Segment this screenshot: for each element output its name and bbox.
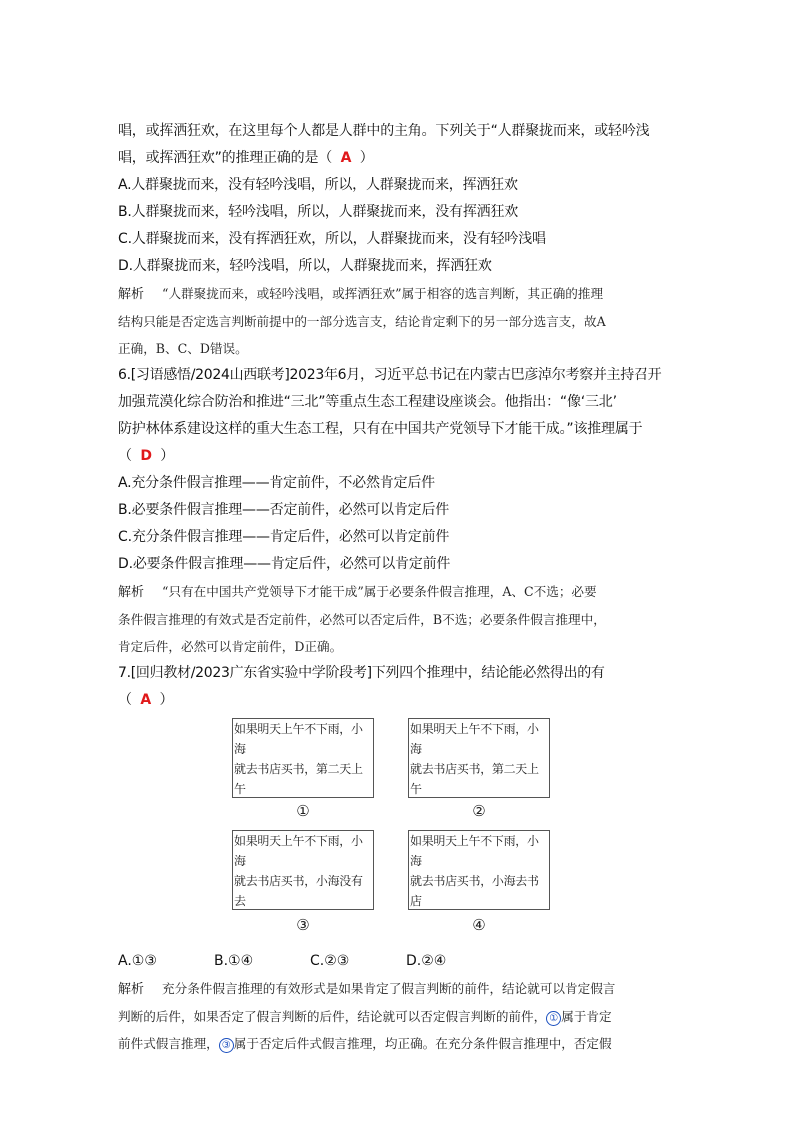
q6-stem-line-1: 6.[习语感悟/2024山西联考]2023年6月，习近平总书记在内蒙古巴彦淖尔考察并主持召开 <box>118 367 662 383</box>
q7-explanation-text-2: 判断的后件，如果否定了假言判断的后件，结论就可以否定假言判断的前件， <box>118 1009 547 1024</box>
q5-option-a: A.人群聚拢而来，没有轻吟浅唱，所以，人群聚拢而来，挥洒狂欢 <box>118 177 518 193</box>
q6-explanation-tag: 解析 <box>118 585 145 600</box>
q7-option-a: A.①③ <box>118 953 157 969</box>
q7-reasoning-boxes <box>118 718 678 948</box>
q7-explanation-text: 充分条件假言推理的有效形式是如果肯定了假言判断的前件，结论就可以肯定假言 <box>162 981 616 996</box>
q5-option-c: C.人群聚拢而来，没有挥洒狂欢，所以，人群聚拢而来，没有轻吟浅唱 <box>118 231 546 247</box>
q6-explanation-line-1 <box>118 578 678 606</box>
q7-box-2 <box>408 718 550 798</box>
q6-stem-line-2: 加强荒漠化综合防治和推进“三北”等重点生态工程建设座谈会。他指出：“像‘三北’ <box>118 394 617 410</box>
q7-explanation-tag: 解析 <box>118 982 145 997</box>
q5-option-d: D.人群聚拢而来，轻吟浅唱，所以，人群聚拢而来，挥洒狂欢 <box>118 258 492 274</box>
q7-box-2-line: 如果明天上午不下雨，小海 <box>410 722 539 756</box>
q7-box-4-label: ④ <box>472 916 486 934</box>
q7-box-3-line: 如果明天上午不下雨，小海 <box>234 834 363 868</box>
q5-stem-line-2 <box>118 145 678 172</box>
q7-explanation-line-1 <box>118 975 678 1003</box>
q7-stem-line-1: 7.[回归教材/2023广东省实验中学阶段考]下列四个推理中，结论能必然得出的有 <box>118 665 605 681</box>
q7-explanation-text-3: 前件式假言推理， <box>118 1036 219 1051</box>
q7-box-4-line: 如果明天上午不下雨，小海 <box>410 834 539 868</box>
q7-answer-line <box>118 687 678 714</box>
q6-explanation-text: “只有在中国共产党领导下才能干成”属于必要条件假言推理，A、C不选；必要 <box>162 584 597 599</box>
q5-paren-close: ） <box>359 150 374 166</box>
q6-paren-close: ） <box>160 448 175 464</box>
q5-explanation-line-1 <box>118 280 678 308</box>
q7-paren-open: （ <box>118 692 132 708</box>
q5-stem-line-1: 唱，或挥洒狂欢，在这里每个人都是人群中的主角。下列关于“人群聚拢而来，或轻吟浅 <box>118 123 650 139</box>
q7-box-1-line: 就去书店买书，第二天上午 <box>234 762 363 796</box>
q5-explanation-text: “人群聚拢而来，或轻吟浅唱，或挥洒狂欢”属于相容的选言判断，其正确的推理 <box>162 286 604 301</box>
q6-answer-line <box>118 443 678 470</box>
q7-explanation-line-3 <box>118 1030 678 1057</box>
q6-stem-line-3: 防护林体系建设这样的重大生态工程，只有在中国共产党领导下才能干成。”该推理属于 <box>118 421 643 437</box>
q5-option-b: B.人群聚拢而来，轻吟浅唱，所以，人群聚拢而来，没有挥洒狂欢 <box>118 204 519 220</box>
q7-box-1 <box>232 718 374 798</box>
q7-box-3-label: ③ <box>296 916 310 934</box>
q6-answer: D <box>140 448 152 464</box>
q6-option-c: C.充分条件假言推理——肯定后件，必然可以肯定前件 <box>118 529 450 545</box>
q7-box-4 <box>408 830 550 910</box>
q7-box-1-label: ① <box>296 802 310 820</box>
q7-answer: A <box>140 692 151 708</box>
circled-one-mark: ① <box>546 1011 561 1026</box>
q7-option-d: D.②④ <box>406 953 447 969</box>
q5-stem-text: 唱，或挥洒狂欢”的推理正确的是（ <box>118 150 333 166</box>
q6-explanation-line-3: 肯定后件，必然可以肯定前件，D正确。 <box>118 639 343 654</box>
q7-box-3 <box>232 830 374 910</box>
q6-option-d: D.必要条件假言推理——肯定后件，必然可以肯定前件 <box>118 556 451 572</box>
q6-explanation-line-2: 条件假言推理的有效式是否定前件，必然可以否定后件，B不选；必要条件假言推理中， <box>118 612 606 627</box>
q7-box-2-line: 就去书店买书，第二天上午 <box>410 762 539 796</box>
q7-box-3-line: 就去书店买书，小海没有去 <box>234 874 363 908</box>
circled-three-mark: ③ <box>219 1038 234 1053</box>
q7-options <box>118 948 678 975</box>
q5-explanation-tag: 解析 <box>118 287 145 302</box>
q7-box-1-line: 如果明天上午不下雨，小海 <box>234 722 363 756</box>
document-page <box>118 118 678 1057</box>
q7-option-b: B.①④ <box>214 953 254 969</box>
q6-paren-open: （ <box>118 448 132 464</box>
q7-option-c: C.②③ <box>310 953 350 969</box>
q6-option-b: B.必要条件假言推理——否定前件，必然可以肯定后件 <box>118 502 450 518</box>
q7-explanation-text-2b: 属于肯定 <box>561 1009 612 1024</box>
q6-option-a: A.充分条件假言推理——肯定前件，不必然肯定后件 <box>118 475 435 491</box>
q7-explanation-line-2 <box>118 1003 678 1030</box>
q7-paren-close: ） <box>159 692 174 708</box>
q7-explanation-text-3b: 属于否定后件式假言推理，均正确。在充分条件假言推理中，否定假 <box>233 1036 612 1051</box>
q5-explanation-line-3: 正确，B、C、D错误。 <box>118 341 248 356</box>
q7-box-2-label: ② <box>472 802 486 820</box>
q5-explanation-line-2: 结构只能是否定选言判断前提中的一部分选言支，结论肯定剩下的另一部分选言支，故A <box>118 314 606 329</box>
q7-box-4-line: 就去书店买书，小海去书店 <box>410 874 539 908</box>
q5-answer: A <box>340 150 352 166</box>
